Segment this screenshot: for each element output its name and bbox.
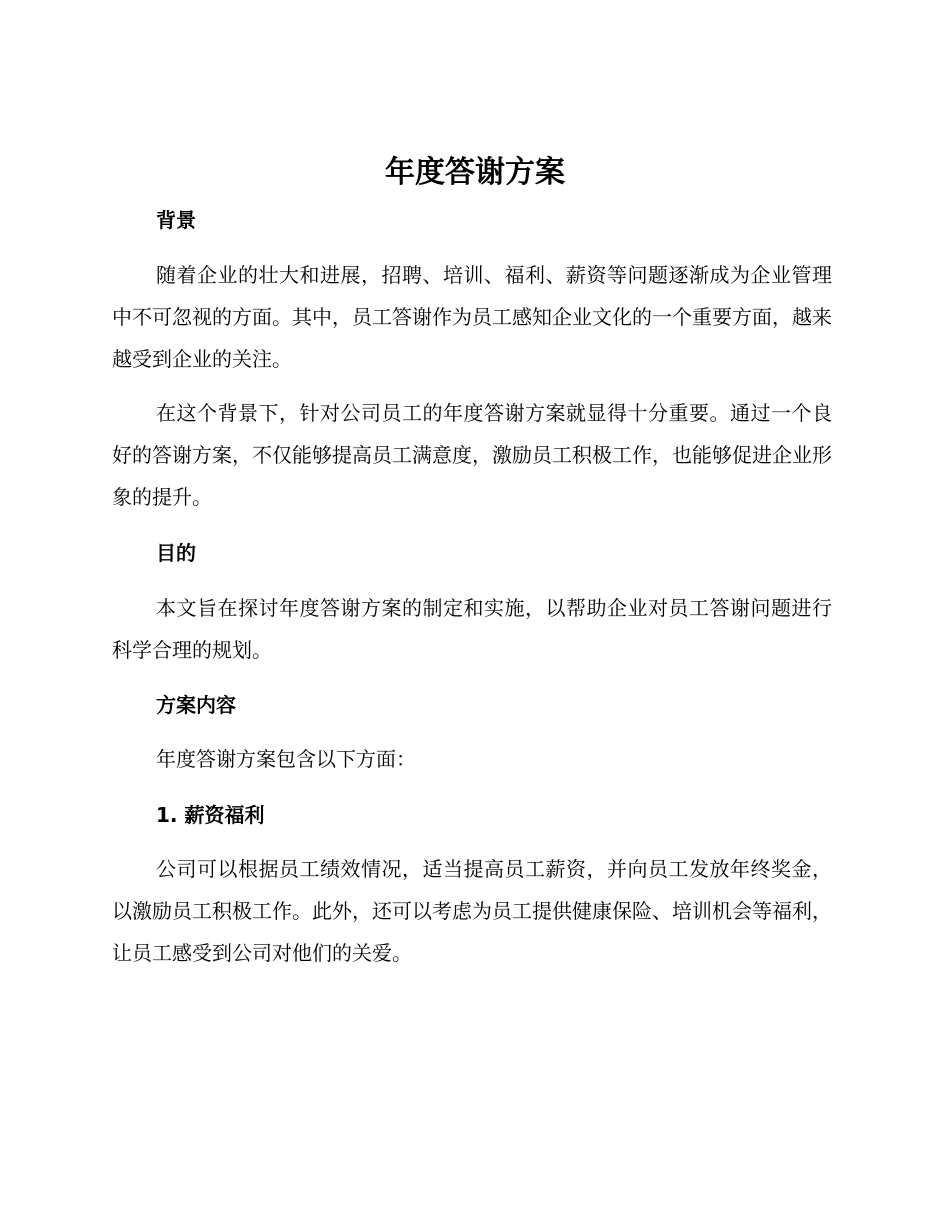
section-heading-plan-content: 方案内容 <box>156 693 236 717</box>
purpose-paragraph: 本文旨在探讨年度答谢方案的制定和实施，以帮助企业对员工答谢问题进行科学合理的规划。 <box>112 596 832 662</box>
background-paragraph-1: 随着企业的壮大和进展，招聘、培训、福利、薪资等问题逐渐成为企业管理中不可忽视的方面。其中，员工答谢作为员工感知企业文化的一个重要方面，越来越受到企业的关注。 <box>112 263 832 371</box>
section-heading-salary-benefits: 1. 薪资福利 <box>156 803 265 827</box>
salary-benefits-paragraph: 公司可以根据员工绩效情况，适当提高员工薪资，并向员工发放年终奖金，以激励员工积极工作。此外，还可以考虑为员工提供健康保险、培训机会等福利，让员工感受到公司对他们的关爱。 <box>112 857 832 965</box>
section-heading-purpose: 目的 <box>156 541 196 565</box>
document-title: 年度答谢方案 <box>385 155 565 190</box>
background-paragraph-2: 在这个背景下，针对公司员工的年度答谢方案就显得十分重要。通过一个良好的答谢方案，不仅能够提高员工满意度，激励员工积极工作，也能够促进企业形象的提升。 <box>112 401 832 509</box>
plan-content-intro: 年度答谢方案包含以下方面： <box>156 747 416 771</box>
section-heading-background: 背景 <box>156 208 196 232</box>
